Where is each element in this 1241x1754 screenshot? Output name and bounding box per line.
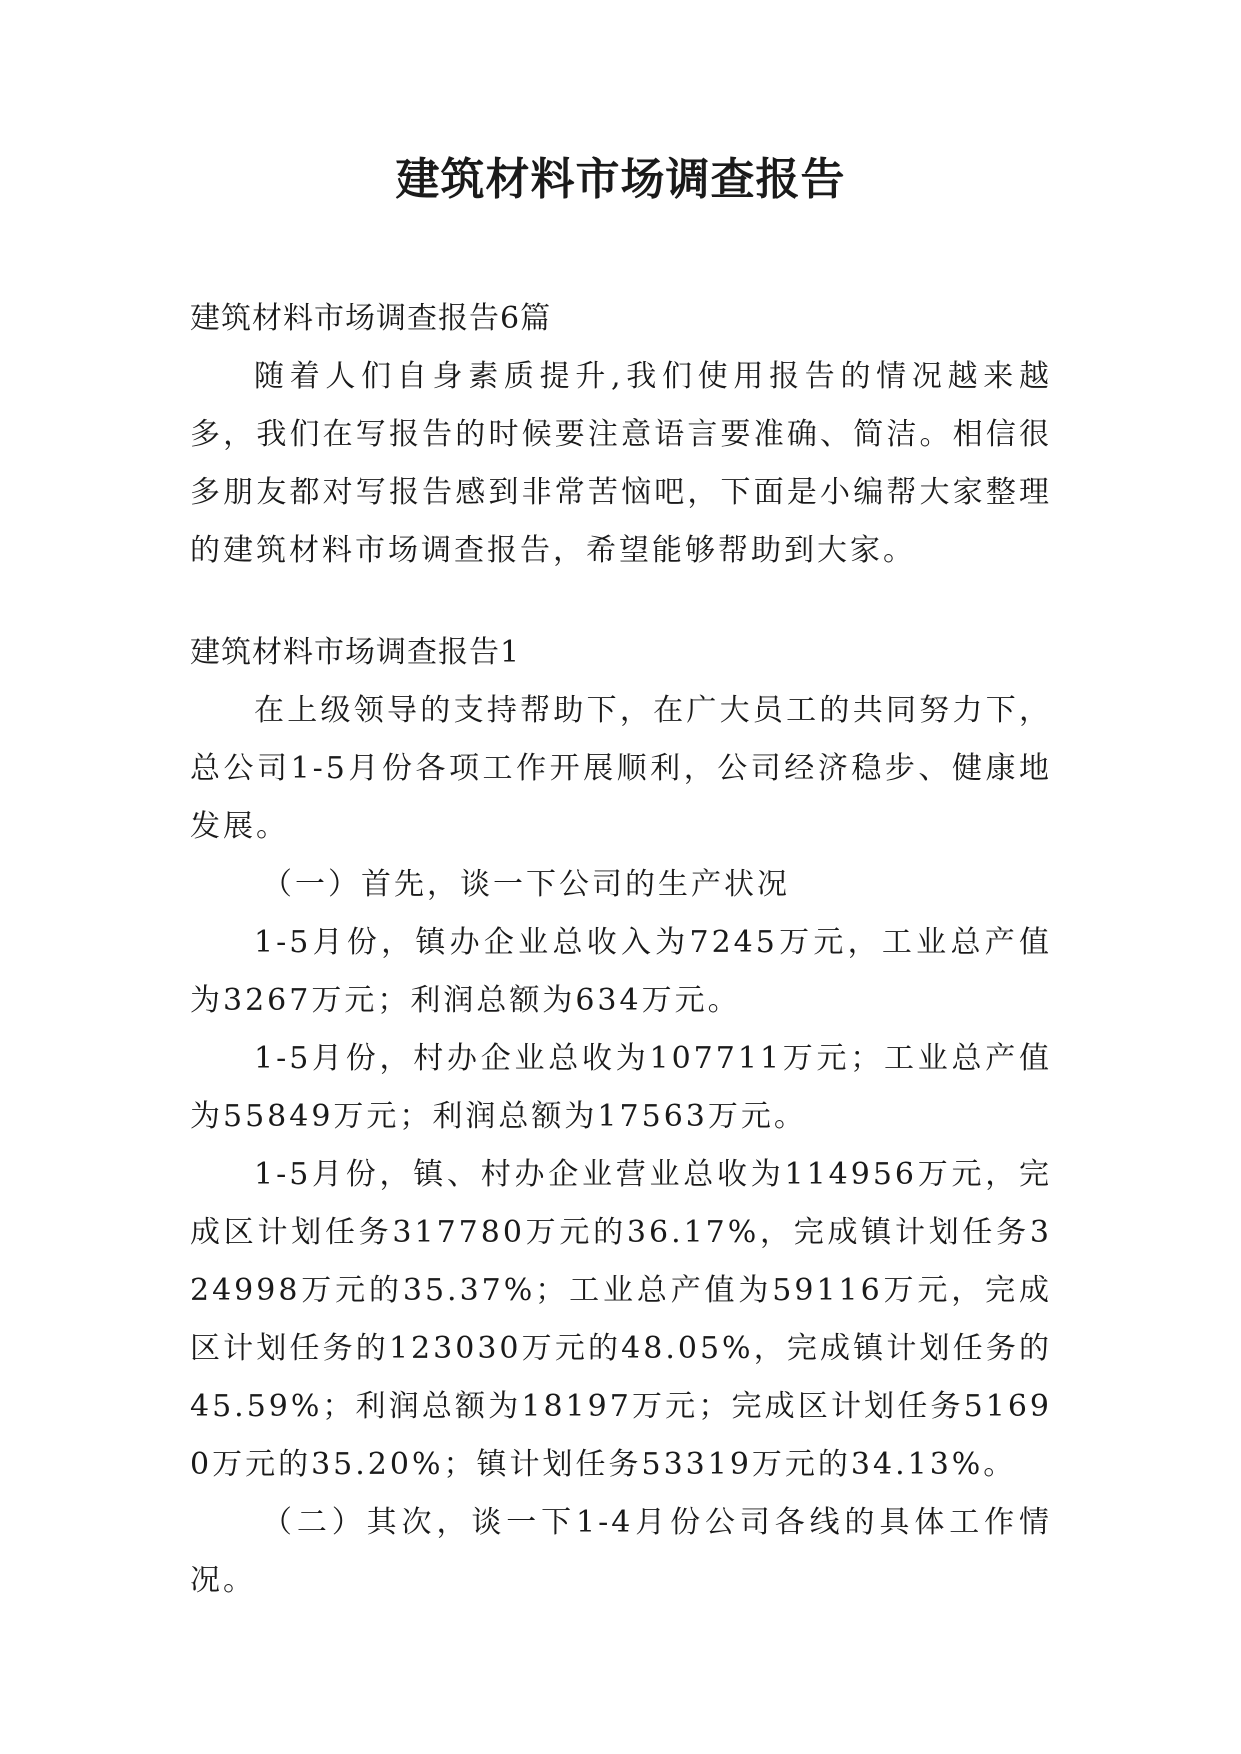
body-paragraph: 1-5月份，镇办企业总收入为7245万元，工业总产值为3267万元；利润总额为634万元。	[190, 925, 1052, 1018]
body-paragraph: 1-5月份，镇、村办企业营业总收为114956万元，完成区计划任务317780万元的36.17%，完成镇计划任务324998万元的35.37%；工业总产值为59116万元，完成区计划任务的123030万元的48.05%，完成镇计划任务的45.59%；利润总额为18197万元；完成区计划任务51690万元的35.20%；镇计划任务53319万元的34.13%。	[190, 1157, 1052, 1482]
subsection-heading-production: （一）首先，谈一下公司的生产状况	[262, 867, 790, 902]
intro-paragraph: 随着人们自身素质提升,我们使用报告的情况越来越多，我们在写报告的时候要注意语言要准确、简洁。相信很多朋友都对写报告感到非常苦恼吧，下面是小编帮大家整理的建筑材料市场调查报告，希望能够帮助到大家。	[190, 359, 1052, 568]
collection-heading: 建筑材料市场调查报告6篇	[190, 301, 552, 336]
body-paragraph: 1-5月份，村办企业总收为107711万元；工业总产值为55849万元；利润总额为17563万元。	[190, 1041, 1052, 1134]
document-title: 建筑材料市场调查报告	[395, 154, 846, 205]
document-body	[190, 290, 1052, 1610]
section-heading: 建筑材料市场调查报告1	[190, 635, 521, 670]
body-paragraph: 在上级领导的支持帮助下，在广大员工的共同努力下，总公司1-5月份各项工作开展顺利，公司经济稳步、健康地发展。	[190, 693, 1052, 844]
subsection-heading-work: （二）其次，谈一下1-4月份公司各线的具体工作情况。	[190, 1505, 1052, 1598]
